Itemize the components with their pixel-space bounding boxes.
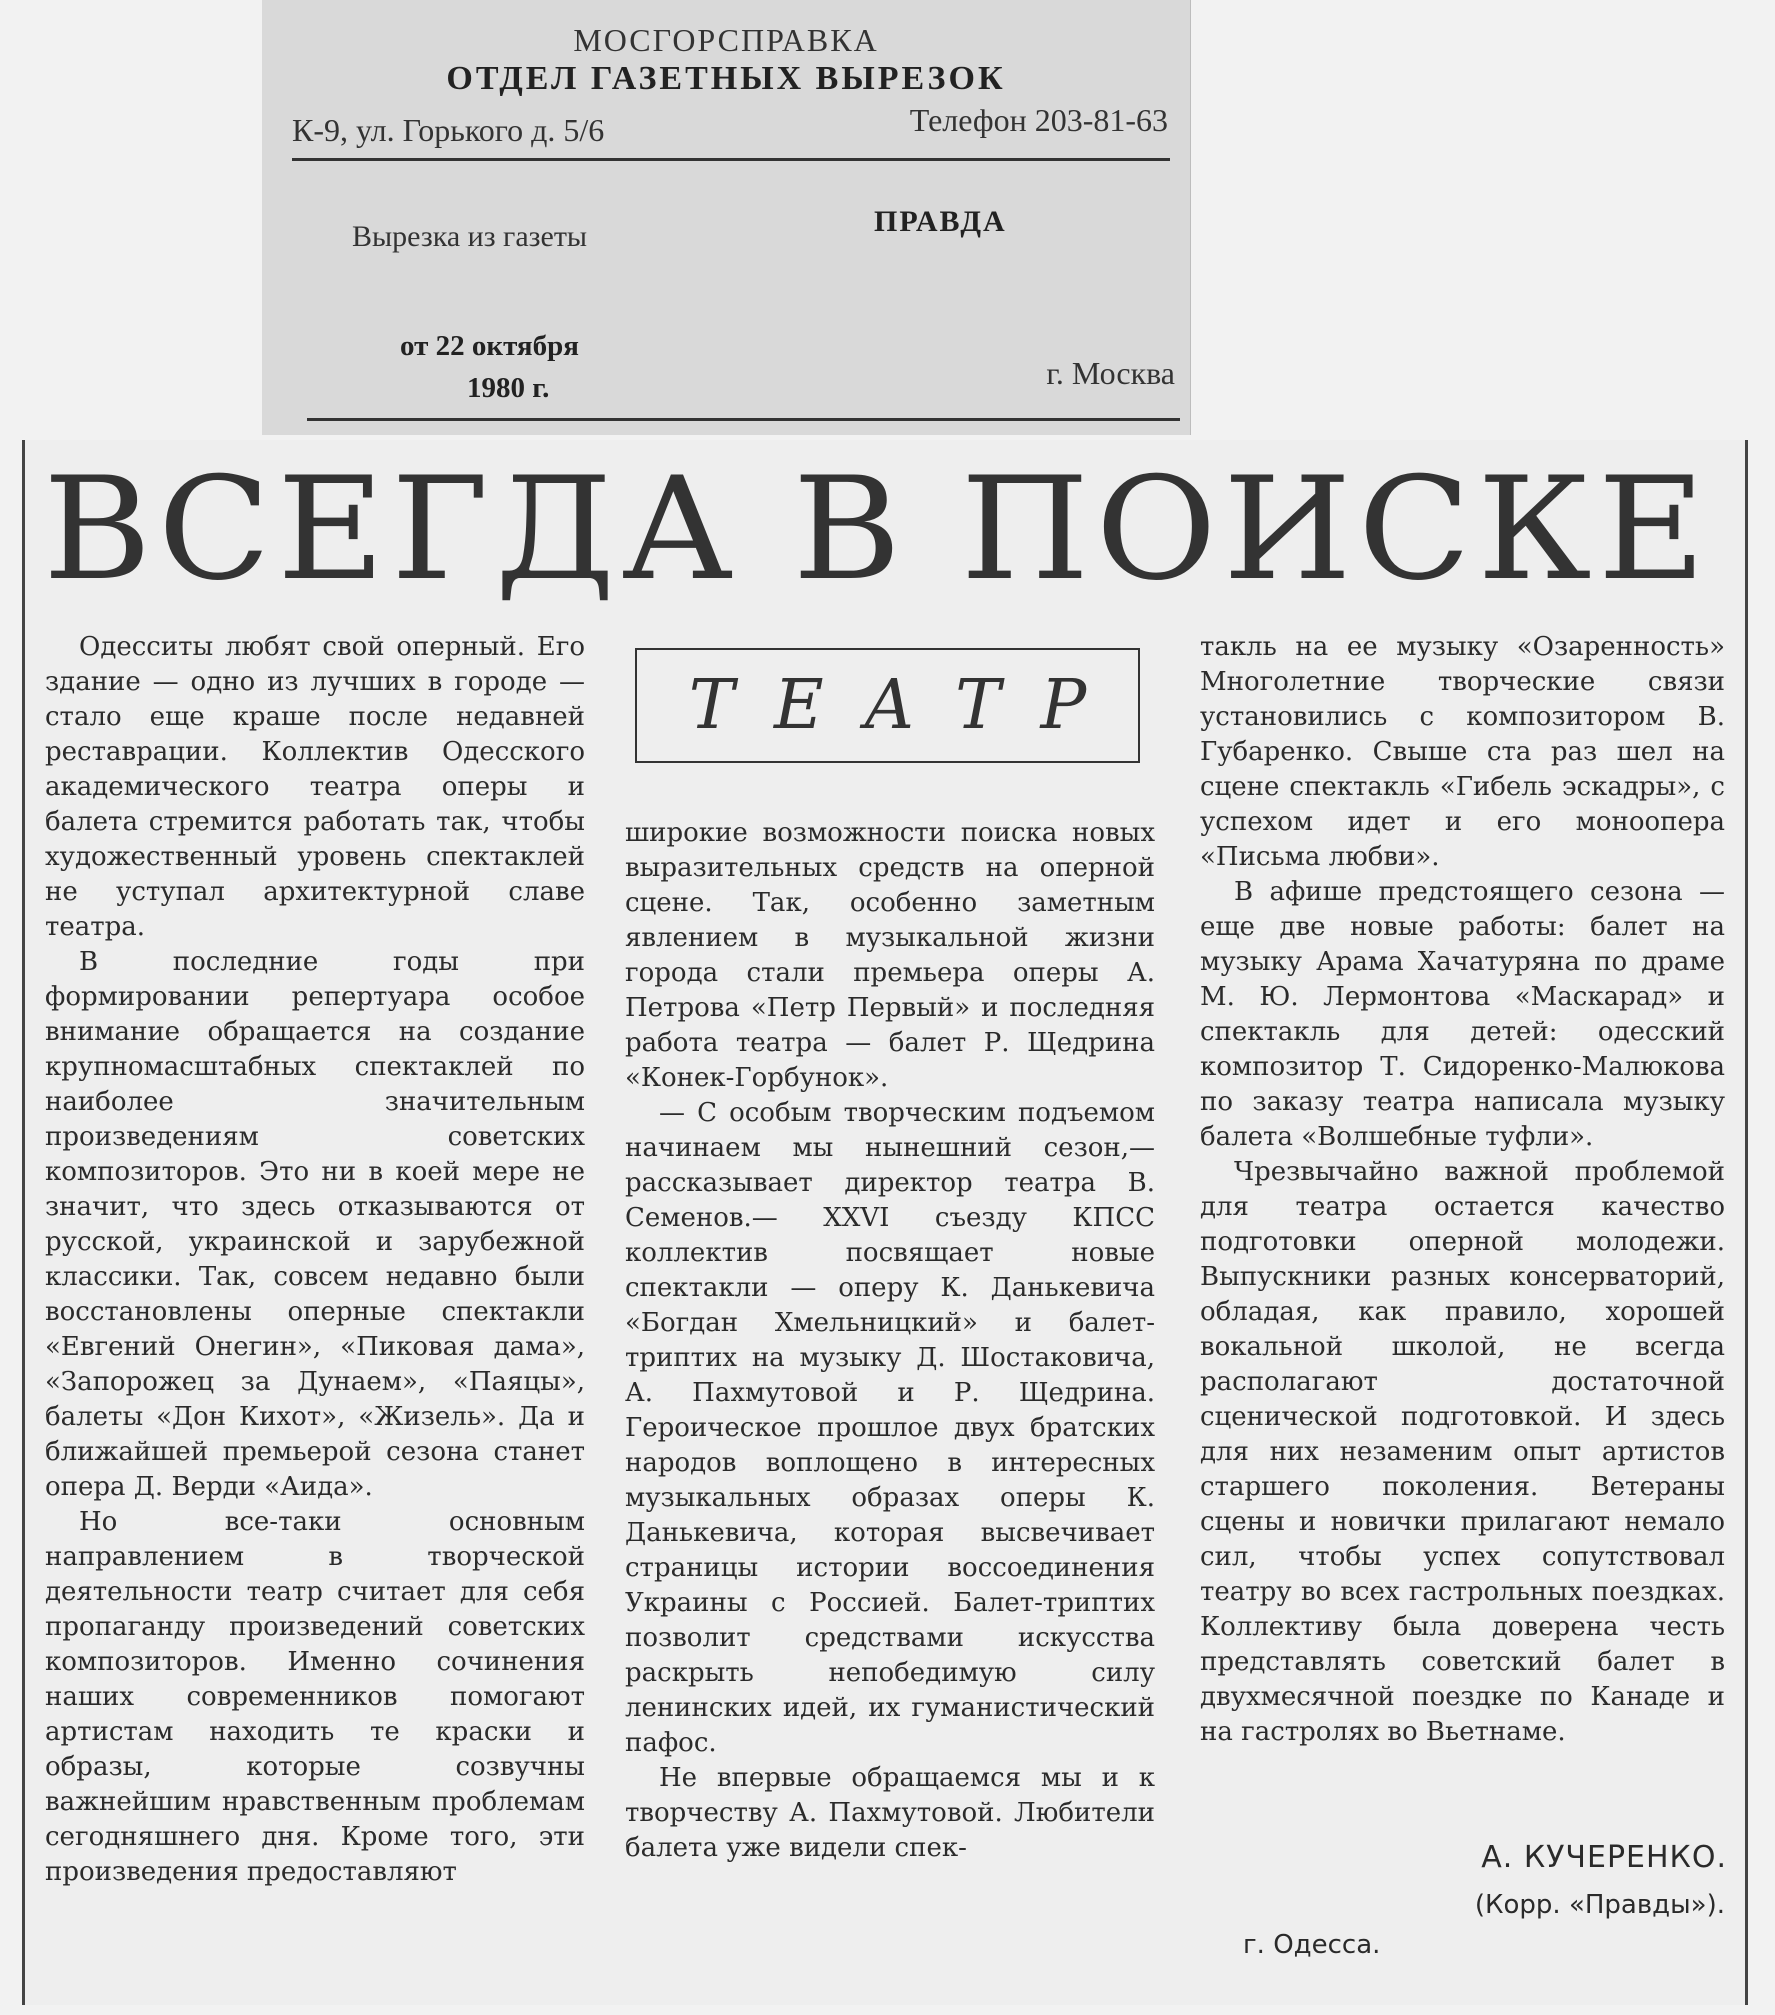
stamp-dept: ОТДЕЛ ГАЗЕТНЫХ ВЫРЕЗОК [446, 60, 1006, 97]
article-column-1 [45, 630, 585, 1890]
paragraph: В последние годы при формировании репертуара особое внимание обращается на создание крупномасштабных спектаклей по наиболее значительным произведениям советских композиторов. Это ни в коей мере не значит, что здесь отказываются от русской, украинской и зарубежной классики. Так, совсем недавно были восстановлены оперные спектакли «Евгений Онегин», «Пиковая дама», «Запорожец за Дунаем», «Паяцы», балеты «Дон Кихот», «Жизель». Да и ближайшей премьерой сезона станет опера Д. Верди «Аида». [45, 947, 585, 1502]
paragraph: Не впервые обращаемся мы и к творчеству А. Пахмутовой. Любители балета уже видели спек- [625, 1763, 1155, 1863]
stamp-org: МОСГОРСПРАВКА [573, 22, 879, 58]
paragraph: Одесситы любят свой оперный. Его здание — одно из лучших в городе — стало еще краше после недавней реставрации. Коллектив Одесского академического театра оперы и балета стремится работать так, чтобы художественный уровень спектаклей не уступал архитектурной славе театра. [45, 632, 585, 942]
paragraph: В афише предстоящего сезона — еще две новые работы: балет на музыку Арама Хачатуряна по драме М. Ю. Лермонтова «Маскарад» и спектакль для детей: одесский композитор Т. Сидоренко-Малюкова по заказу театра написала музыку балета «Волшебные туфли». [1200, 877, 1725, 1152]
paragraph: — С особым творческим подъемом начинаем мы нынешний сезон,— рассказывает директор театра В. Семенов.— XXVI съезду КПСС коллектив посвящает новые спектакли — оперу К. Данькевича «Богдан Хмельницкий» и балет-триптих на музыку Д. Шостаковича, А. Пахмутовой и Р. Щедрина. Героическое прошлое двух братских народов воплощено в интересных музыкальных образах оперы К. Данькевича, которая высвечивает страницы истории воссоединения Украины с Россией. Балет-триптих позволит средствами искусства раскрыть непобедимую силу ленинских идей, их гуманистический пафос. [625, 1098, 1155, 1758]
stamp-date-year: 1980 г. [467, 372, 550, 404]
stamp-city: г. Москва [1046, 355, 1175, 391]
section-rubric: ТЕАТР [635, 648, 1140, 763]
paragraph: такль на ее музыку «Озаренность» Многолетние творческие связи установились с композитором В. Губаренко. Свыше ста раз шел на сцене спектакль «Гибель эскадры», с успехом идет и его монoопера «Письма любви». [1200, 632, 1725, 872]
paragraph: широкие возможности поиска новых выразительных средств на оперной сцене. Так, особенно заметным явлением в музыкальной жизни города стали премьера оперы А. Петрова «Петр Первый» и последняя работа театра — балет Р. Щедрина «Конек-Горбунок». [625, 818, 1155, 1093]
dateline-place: г. Одесса. [1243, 1930, 1381, 1960]
clipping-service-stamp [262, 0, 1191, 435]
article-column-2 [625, 816, 1155, 1866]
article-column-3 [1200, 630, 1725, 1750]
stamp-phone: Телефон 203-81-63 [909, 102, 1168, 138]
stamp-newspaper-name: ПРАВДА [874, 205, 1007, 238]
paragraph: Чрезвычайно важной проблемой для театра остается качество подготовки оперной молодежи. Выпускники разных консерваторий, обладая, как правило, хорошей вокальной школой, не всегда располагают достаточной сценической подготовкой. И здесь для них незаменим опыт артистов старшего поколения. Ветераны сцены и новички прилагают немало сил, чтобы успех сопутствовал театру во всех гастрольных поездках. Коллективу была доверена честь представлять советский балет в двухмесячной поездке по Канаде и на гастролях во Вьетнаме. [1200, 1157, 1725, 1747]
author-signature: А. КУЧЕРЕНКО. [1481, 1840, 1727, 1875]
stamp-address: К-9, ул. Горького д. 5/6 [292, 112, 605, 148]
stamp-bottom-divider [307, 418, 1180, 421]
stamp-divider [292, 158, 1170, 161]
stamp-date-day: от 22 октября [400, 330, 579, 362]
stamp-clip-label: Вырезка из газеты [352, 220, 588, 253]
paragraph: Но все-таки основным направлением в творческой деятельности театр считает для себя пропаганду произведений советских композиторов. Именно сочинения наших современников помогают артистам находить те краски и образы, которые созвучны важнейшим нравственным проблемам сегодняшнего дня. Кроме того, эти произведения предоставляют [45, 1507, 585, 1887]
article-headline: ВСЕГДА В ПОИСКЕ [43, 447, 1712, 612]
author-role: (Корр. «Правды»). [1474, 1890, 1725, 1920]
newspaper-clipping [22, 440, 1748, 2005]
